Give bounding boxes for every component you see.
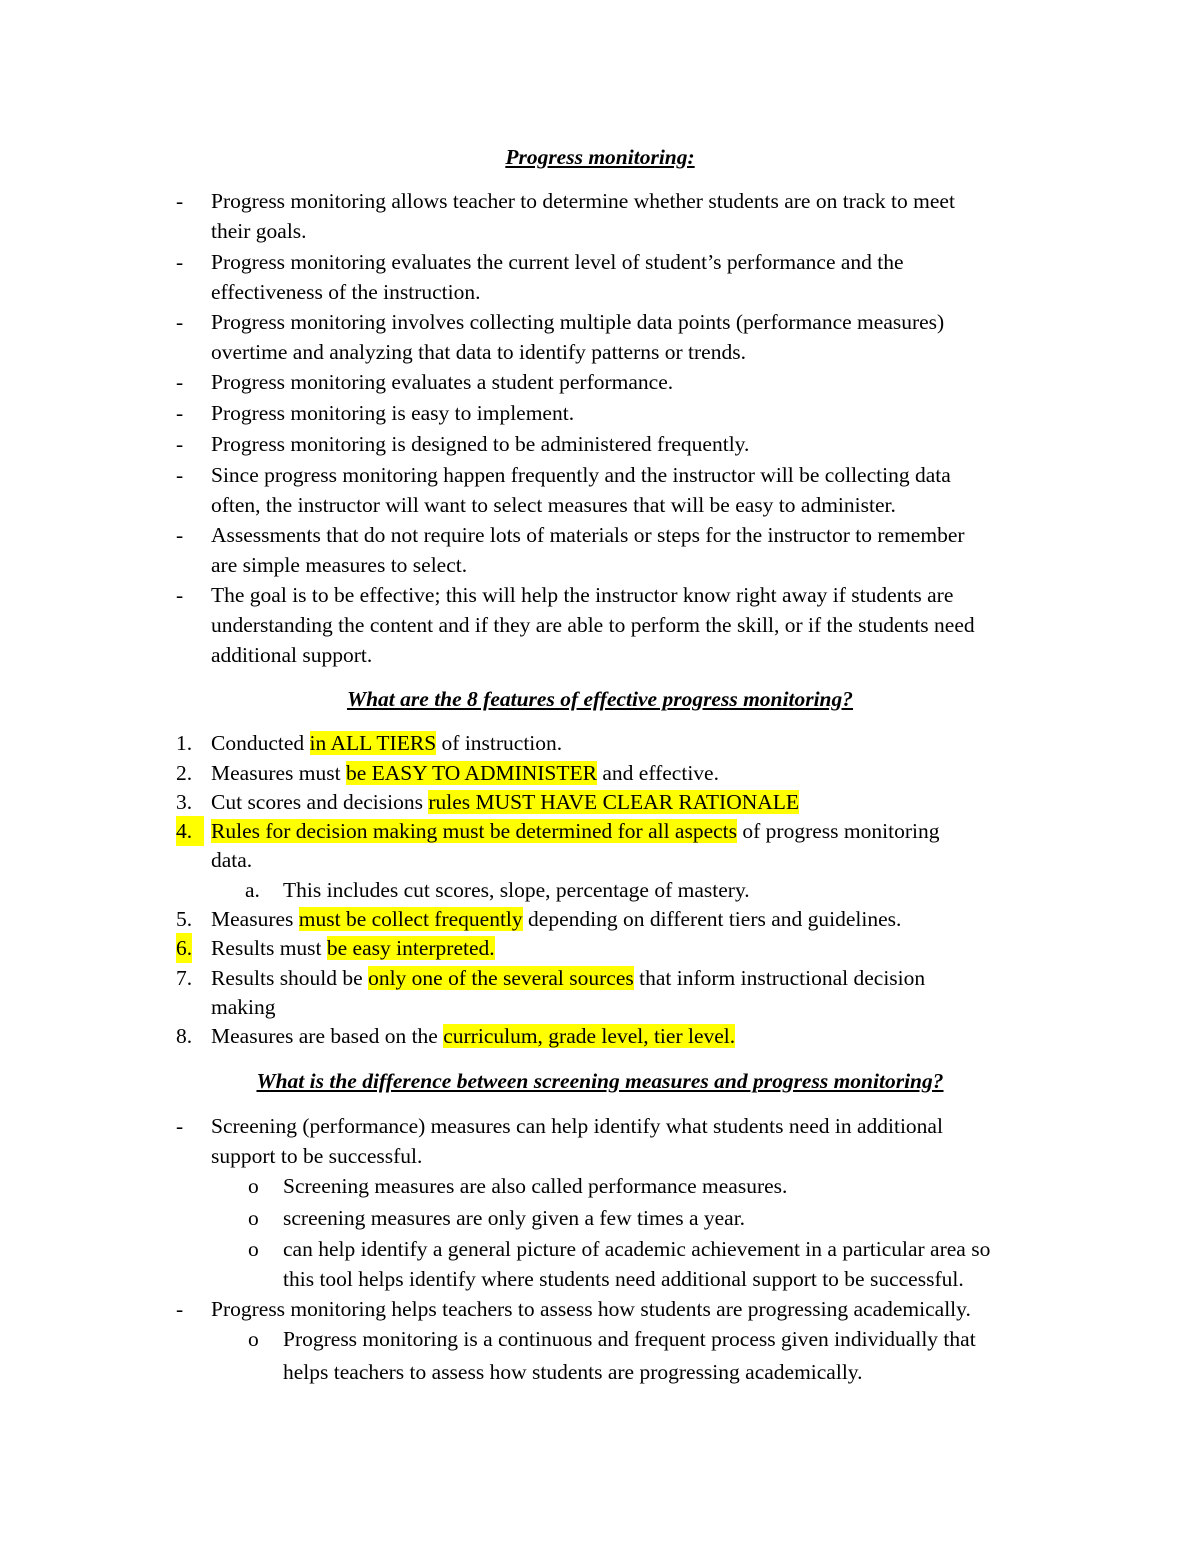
- highlighted-text: Rules for decision making must be determined for all aspects: [211, 819, 738, 843]
- bullet-marker: -: [176, 463, 184, 487]
- bullet-text: additional support.: [211, 643, 373, 667]
- highlighted-text: be EASY TO ADMINISTER: [345, 761, 597, 785]
- sub-bullet-marker: o: [248, 1206, 259, 1230]
- bullet-marker: -: [176, 189, 184, 213]
- bullet-text: are simple measures to select.: [211, 553, 468, 577]
- bullet-text: Screening (performance) measures can help identify what students need in additional: [211, 1114, 943, 1138]
- bullet-marker: -: [176, 583, 184, 607]
- bullet-text: support to be successful.: [211, 1144, 423, 1168]
- list-item-continuation: making: [211, 995, 276, 1019]
- highlighted-text: curriculum, grade level, tier level.: [443, 1024, 736, 1048]
- list-item-continuation: data.: [211, 848, 253, 872]
- list-number: 6.: [176, 933, 192, 963]
- sub-bullet-text: Progress monitoring is a continuous and frequent process given individually that: [283, 1327, 976, 1351]
- highlighted-text: in ALL TIERS: [309, 731, 437, 755]
- bullet-text: The goal is to be effective; this will help the instructor know right away if students are: [211, 583, 954, 607]
- list-item: Measures must be collect frequently depending on different tiers and guidelines.: [211, 907, 902, 931]
- list-number: 7.: [176, 966, 193, 990]
- list-item: Measures are based on the curriculum, grade level, tier level.: [211, 1024, 736, 1048]
- bullet-marker: -: [176, 250, 184, 274]
- bullet-marker: -: [176, 370, 184, 394]
- sub-list-marker: a.: [245, 878, 260, 902]
- list-item: Rules for decision making must be determined for all aspects of progress monitoring: [211, 819, 940, 843]
- bullet-text: understanding the content and if they are able to perform the skill, or if the students need: [211, 613, 975, 637]
- list-number: 3.: [176, 790, 193, 814]
- sub-bullet-text: Screening measures are also called performance measures.: [283, 1174, 788, 1198]
- bullet-marker: -: [176, 523, 184, 547]
- bullet-text: Progress monitoring evaluates a student performance.: [211, 370, 674, 394]
- section-heading-screening-vs-progress: What is the difference between screening measures and progress monitoring?: [256, 1069, 944, 1093]
- section-heading-eight-features: What are the 8 features of effective progress monitoring?: [346, 687, 854, 711]
- sub-bullet-marker: o: [248, 1327, 259, 1351]
- sub-bullet-marker: o: [248, 1174, 259, 1198]
- bullet-text: Progress monitoring is designed to be administered frequently.: [211, 432, 750, 456]
- highlighted-text: be easy interpreted.: [326, 936, 495, 960]
- highlighted-text: must be collect frequently: [298, 907, 523, 931]
- highlighted-text: rules MUST HAVE CLEAR RATIONALE: [428, 790, 800, 814]
- list-number: 8.: [176, 1024, 193, 1048]
- bullet-text: Progress monitoring allows teacher to determine whether students are on track to meet: [211, 189, 955, 213]
- bullet-marker: -: [176, 401, 184, 425]
- list-item: Results should be only one of the several sources that inform instructional decision: [211, 966, 926, 990]
- list-item: Cut scores and decisions rules MUST HAVE CLEAR RATIONALE: [211, 790, 800, 814]
- bullet-text: Progress monitoring is easy to implement.: [211, 401, 575, 425]
- sub-bullet-text: screening measures are only given a few times a year.: [283, 1206, 746, 1230]
- bullet-text: Since progress monitoring happen frequently and the instructor will be collecting data: [211, 463, 951, 487]
- bullet-text: overtime and analyzing that data to identify patterns or trends.: [211, 340, 746, 364]
- bullet-marker: -: [176, 1114, 184, 1138]
- bullet-text: their goals.: [211, 219, 307, 243]
- list-item: Results must be easy interpreted.: [211, 936, 495, 960]
- sub-bullet-text: can help identify a general picture of academic achievement in a particular area so: [283, 1237, 991, 1261]
- highlighted-text: only one of the several sources: [368, 966, 634, 990]
- list-number: 1.: [176, 731, 193, 755]
- bullet-marker: -: [176, 310, 184, 334]
- list-item: Conducted in ALL TIERS of instruction.: [211, 731, 563, 755]
- list-number: 5.: [176, 907, 193, 931]
- bullet-text: effectiveness of the instruction.: [211, 280, 481, 304]
- sub-bullet-text: helps teachers to assess how students are progressing academically.: [283, 1360, 863, 1384]
- section-heading-progress-monitoring: Progress monitoring:: [505, 145, 695, 169]
- bullet-text: often, the instructor will want to select measures that will be easy to administer.: [211, 493, 896, 517]
- list-number: 4.: [176, 816, 204, 846]
- bullet-text: Progress monitoring evaluates the current level of student’s performance and the: [211, 250, 904, 274]
- list-item: Measures must be EASY TO ADMINISTER and effective.: [211, 761, 719, 785]
- bullet-marker: -: [176, 1297, 184, 1321]
- sub-bullet-marker: o: [248, 1237, 259, 1261]
- sub-list-item: This includes cut scores, slope, percentage of mastery.: [283, 878, 750, 902]
- bullet-text: Assessments that do not require lots of materials or steps for the instructor to remember: [211, 523, 965, 547]
- bullet-text: Progress monitoring helps teachers to assess how students are progressing academically.: [211, 1297, 971, 1321]
- list-number: 2.: [176, 761, 193, 785]
- sub-bullet-text: this tool helps identify where students need additional support to be successful.: [283, 1267, 964, 1291]
- bullet-text: Progress monitoring involves collecting multiple data points (performance measures): [211, 310, 945, 334]
- bullet-marker: -: [176, 432, 184, 456]
